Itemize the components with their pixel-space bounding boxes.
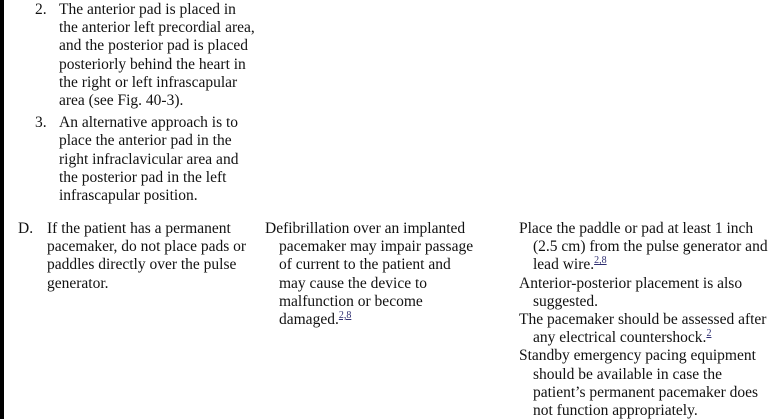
consideration-paragraph	[519, 220, 772, 275]
item-number: 3.	[35, 114, 47, 132]
reference-link[interactable]: 2,8	[338, 309, 352, 321]
list-item	[35, 1, 257, 110]
consideration-paragraph	[519, 311, 772, 347]
paragraph-text: Anterior-posterior placement is also suggested.	[519, 274, 743, 310]
rationale-column	[265, 220, 519, 419]
reference-link[interactable]: 2,8	[594, 255, 607, 267]
paragraph-text: The pacemaker should be assessed after any electrical countershock.	[519, 311, 767, 347]
paragraph-text: Defibrillation over an implanted pacemaker may impair passage of current to the patient and may cause the device to malfunction or become damaged.	[265, 220, 474, 329]
table-left-border	[0, 0, 4, 419]
item-text: An alternative approach is to place the anterior pad in the right infraclavicular area and the posterior pad in the left infrascapular position.	[59, 114, 239, 205]
item-letter: D.	[18, 220, 34, 237]
steps-column	[18, 220, 265, 419]
considerations-column	[519, 220, 772, 419]
paragraph-text: Standby emergency pacing equipment should be available in case the patient’s permanent pacemaker does not function appropriately.	[519, 347, 759, 419]
item-text: The anterior pad is placed in the anterior left precordial area, and the posterior pad is placed posteriorly behind the heart in the right or left infrascapular area (see Fig. 40-3).	[59, 1, 255, 110]
consideration-paragraph	[519, 275, 772, 311]
list-item	[18, 220, 265, 293]
list-item	[35, 114, 257, 205]
item-number: 2.	[35, 1, 47, 18]
steps-column-upper	[35, 1, 257, 209]
rationale-paragraph	[265, 220, 477, 329]
paragraph-text: Place the paddle or pad at least 1 inch (2.5 cm) from the pulse generator and lead wire.	[519, 220, 768, 274]
reference-link[interactable]: 2	[706, 328, 712, 340]
item-text: If the patient has a permanent pacemaker, do not place pads or paddles directly over the pulse generator.	[47, 220, 247, 292]
table-row-d	[18, 220, 772, 419]
consideration-paragraph	[519, 347, 772, 419]
